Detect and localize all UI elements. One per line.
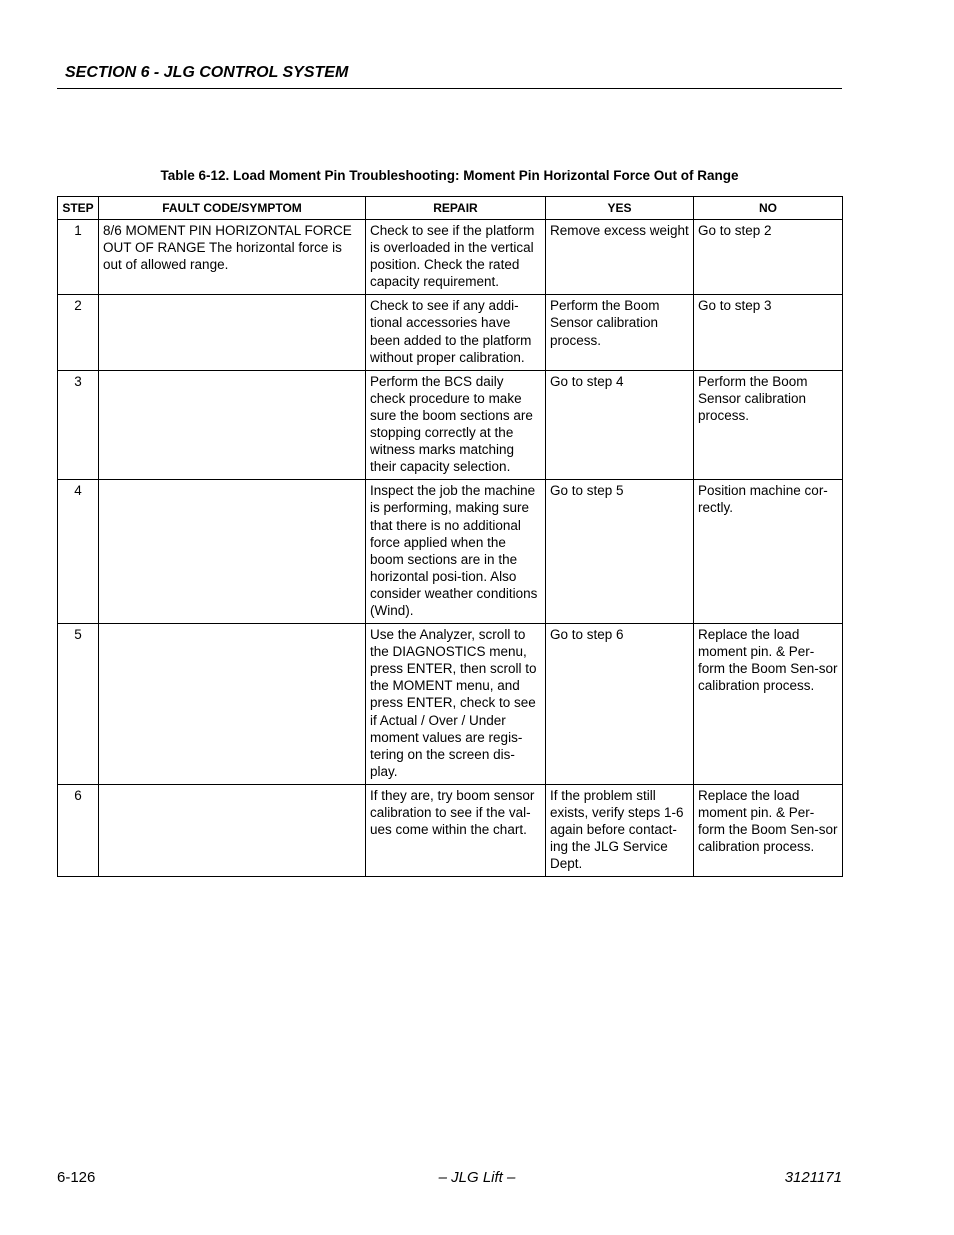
page-number: 6-126 [57, 1169, 96, 1186]
yes-cell: Go to step 5 [546, 480, 694, 624]
step-cell: 2 [58, 295, 99, 370]
column-header-fault: FAULT CODE/SYMPTOM [99, 197, 366, 220]
repair-cell: Check to see if the platform is overloaded in the vertical position. Check the rated capacity requirement. [366, 220, 546, 295]
yes-cell: Go to step 4 [546, 370, 694, 480]
repair-cell: Inspect the job the machine is performing, making sure that there is no additional force applied when the boom sections are in the horizontal posi-tion. Also consider weather conditions (Wind). [366, 480, 546, 624]
step-cell: 4 [58, 480, 99, 624]
table-header-row [58, 197, 843, 220]
document-number: 3121171 [784, 1169, 842, 1186]
yes-cell: Remove excess weight [546, 220, 694, 295]
column-header-yes: YES [546, 197, 694, 220]
column-header-no: NO [694, 197, 843, 220]
step-cell: 6 [58, 784, 99, 876]
table-title: Table 6-12. Load Moment Pin Troubleshooting: Moment Pin Horizontal Force Out of Range [160, 168, 739, 183]
fault-cell [99, 784, 366, 876]
no-cell: Perform the Boom Sensor calibration process. [694, 370, 843, 480]
no-cell: Position machine cor-rectly. [694, 480, 843, 624]
table-row [58, 784, 843, 876]
fault-cell [99, 480, 366, 624]
table-row [58, 220, 843, 295]
table-row [58, 624, 843, 785]
no-cell: Replace the load moment pin. & Per-form the Boom Sen-sor calibration process. [694, 624, 843, 785]
fault-cell [99, 295, 366, 370]
yes-cell: If the problem still exists, verify steps 1-6 again before contact-ing the JLG Service Dept. [546, 784, 694, 876]
step-cell: 5 [58, 624, 99, 785]
no-cell: Go to step 2 [694, 220, 843, 295]
table-row [58, 480, 843, 624]
repair-cell: If they are, try boom sensor calibration to see if the val-ues come within the chart. [366, 784, 546, 876]
column-header-repair: REPAIR [366, 197, 546, 220]
no-cell: Replace the load moment pin. & Per-form the Boom Sen-sor calibration process. [694, 784, 843, 876]
table-row [58, 370, 843, 480]
yes-cell: Go to step 6 [546, 624, 694, 785]
yes-cell: Perform the Boom Sensor calibration process. [546, 295, 694, 370]
repair-cell: Check to see if any addi-tional accessories have been added to the platform without proper calibration. [366, 295, 546, 370]
fault-cell [99, 370, 366, 480]
step-cell: 1 [58, 220, 99, 295]
footer-brand: – JLG Lift – [438, 1169, 516, 1186]
table-row [58, 295, 843, 370]
repair-cell: Perform the BCS daily check procedure to make sure the boom sections are stopping correctly at the witness marks matching their capacity selection. [366, 370, 546, 480]
header-divider [57, 88, 842, 89]
troubleshooting-table [57, 196, 843, 877]
section-title: SECTION 6 - JLG CONTROL SYSTEM [65, 64, 349, 81]
step-cell: 3 [58, 370, 99, 480]
fault-cell: 8/6 MOMENT PIN HORIZONTAL FORCE OUT OF RANGE The horizontal force is out of allowed range. [99, 220, 366, 295]
repair-cell: Use the Analyzer, scroll to the DIAGNOSTICS menu, press ENTER, then scroll to the MOMENT menu, and press ENTER, check to see if Actual / Over / Under moment values are regis-tering on the screen dis-play. [366, 624, 546, 785]
column-header-step: STEP [58, 197, 99, 220]
fault-cell [99, 624, 366, 785]
no-cell: Go to step 3 [694, 295, 843, 370]
